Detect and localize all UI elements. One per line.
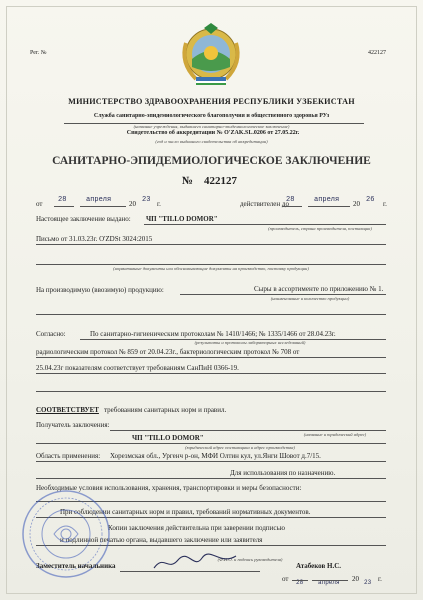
issue-month-line [80, 206, 126, 207]
issued-to-label: Настоящее заключение выдано: [36, 215, 131, 223]
recipient-label: Получатель заключения: [36, 421, 110, 429]
signer-name: Атабеков Н.С. [296, 562, 342, 570]
certificate-number: 422127 [204, 175, 237, 187]
address-value: Хорезмская обл., Ургенч р-он, МФИ Олтин кул, ул.Янги Шовот д.7/15. [110, 452, 321, 460]
issuer-caption: (производитель, страна производителя, поставщик) [268, 226, 372, 231]
issue-year-prefix: 20 [129, 200, 136, 208]
sign-ot: от [282, 575, 289, 583]
issued-to-line [144, 224, 386, 225]
agreement-line-3: 25.04.23г показателям соответствует требованиям СанПиН 0366-19. [36, 364, 239, 372]
sign-month: апреля [318, 579, 340, 586]
valid-until-label: действителен до [240, 200, 289, 208]
institution-caption: (название учреждения, выдавшего санитарно-эпидемиологическое заключение) [133, 124, 290, 129]
scope-label: Область применения: [36, 452, 101, 460]
issue-day-line [54, 206, 74, 207]
recipient-value: ЧП "TILLO DOMOR" [132, 434, 204, 442]
product-value: Сыры в ассортименте по приложению № 1. [254, 285, 384, 293]
scope-value: Для использования по назначению. [230, 469, 336, 477]
valid-month-line [308, 206, 350, 207]
service-name: Служба санитарно-эпидемиологического благополучия и общественного здоровья РУз [93, 113, 330, 119]
issue-month: апреля [86, 196, 112, 204]
valid-day-line [282, 206, 302, 207]
sign-month-line [312, 580, 348, 581]
accreditation-caption: (год и число выданного свидетельства об аккредитации) [155, 139, 268, 144]
agreement-rule-2 [36, 357, 386, 358]
applicant-caption: (название и юридический адрес) [303, 432, 367, 437]
agreement-line-1: По санитарно-гигиеническим протоколам № 1410/1466; № 1335/1466 от 28.04.23г. [90, 330, 336, 338]
reg-label: Рег. № [30, 50, 47, 56]
stamp-text-1: При соблюдении санитарных норм и правил, требований нормативных документов. [60, 508, 311, 516]
stamp-text-3: и подлинной печатью органа, выдавшего заключение или заявителя [60, 536, 263, 544]
product-caption: (наименование и количество продукции) [270, 296, 350, 301]
conforms-word: СООТВЕТСТВУЕТ [36, 406, 99, 414]
stamp-text-2: Копии заключения действительна при заверении подписью [108, 524, 285, 532]
agreement-rule-4 [36, 391, 386, 392]
ministry-title: МИНИСТЕРСТВО ЗДРАВООХРАНЕНИЯ РЕСПУБЛИКИ УЗБЕКИСТАН [68, 97, 355, 106]
address-line [36, 461, 386, 462]
normative-line-2 [36, 264, 386, 265]
issue-day: 28 [58, 196, 67, 204]
valid-day: 28 [286, 196, 295, 204]
valid-year: 26 [366, 196, 375, 204]
agreement-line-2: радиологическим протокол № 859 от 20.04.23г., бактериологическим протокол № 708 от [36, 348, 300, 356]
signer-caption: (Ф.И.О. и подпись руководителя) [217, 557, 283, 562]
sign-day: 28 [296, 579, 304, 586]
issue-ot-label: от [36, 200, 43, 208]
agreement-rule-3 [36, 373, 386, 374]
sign-g: г. [378, 575, 382, 583]
valid-month: апреля [314, 196, 340, 204]
recipient-line [110, 430, 386, 431]
sign-year: 23 [364, 579, 372, 586]
agreement-label: Согласно: [36, 330, 66, 338]
product-line [180, 294, 386, 295]
issued-to-value: ЧП "TILLO DOMOR" [146, 215, 218, 223]
issue-g: г. [157, 200, 161, 208]
product-label: На производимую (ввозимую) продукцию: [36, 286, 164, 294]
accreditation-text: Свидетельство об аккредитации № O'ZAK.SL.0206 от 27.05.22г. [126, 130, 300, 136]
org-address-caption: (юридический адрес поставщика и адрес производства) [185, 445, 295, 450]
top-doc-number: 422127 [368, 50, 386, 56]
normative-line [36, 244, 386, 245]
results-caption: (результаты и протоколы лабораторных исследований) [194, 340, 306, 345]
conforms-rest: требованиям санитарных норм и правил. [104, 406, 227, 414]
scope-line [36, 478, 386, 479]
conditions-label: Необходимые условия использования, хранения, транспортировки и меры безопасности: [36, 484, 302, 492]
recipient-line-2 [36, 443, 386, 444]
state-emblem-icon [174, 23, 248, 91]
signature-line [120, 571, 260, 572]
product-line-2 [36, 314, 386, 315]
sign-year-prefix: 20 [352, 575, 359, 583]
sign-day-line [292, 580, 308, 581]
normative-docs: Письмо от 31.03.23г. O'ZDSt 3024:2015 [36, 235, 153, 243]
valid-g: г. [383, 200, 387, 208]
number-label: № [182, 175, 194, 187]
issue-year: 23 [142, 196, 151, 204]
normative-caption: (нормативные документы или обосновывающие документы на производство, поставку продукции) [113, 266, 309, 271]
deputy-label: Заместитель начальника [36, 562, 116, 570]
valid-year-prefix: 20 [353, 200, 360, 208]
document-title: САНИТАРНО-ЭПИДЕМИОЛОГИЧЕСКОЕ ЗАКЛЮЧЕНИЕ [52, 155, 371, 167]
